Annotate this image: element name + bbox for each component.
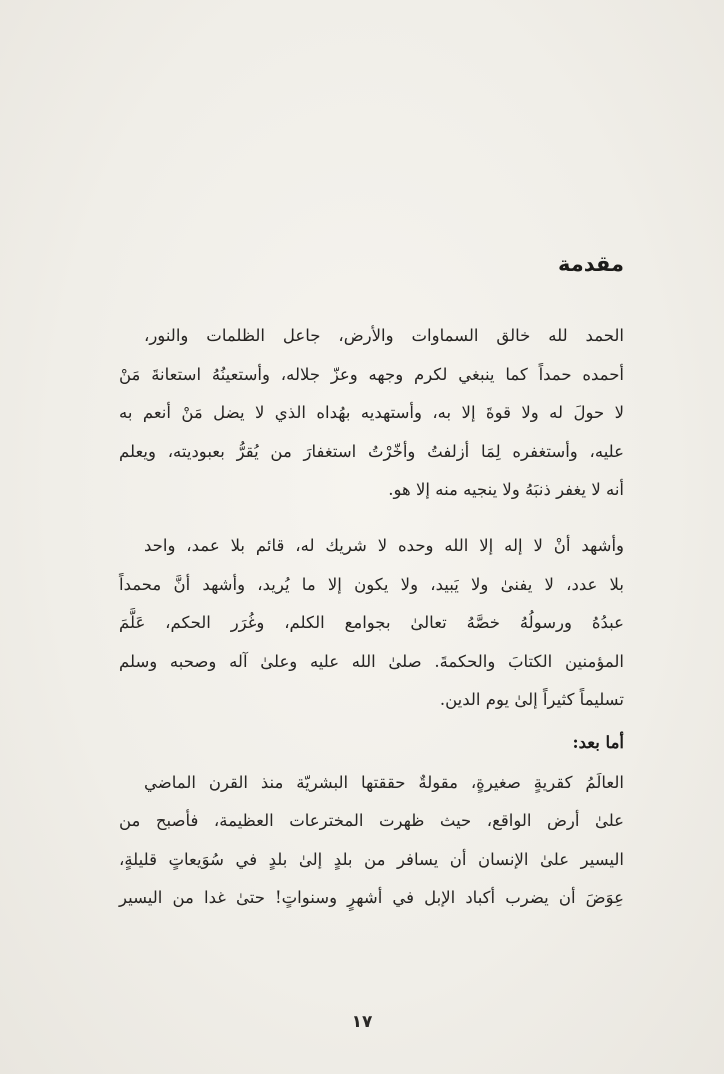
paragraph-2-line-1: وأشهد أنْ لا إله إلا الله وحده لا شريك له، قائم بلا عمد، واحد: [144, 536, 624, 555]
paragraph-2-line-4: المؤمنين الكتابَ والحكمةَ. صلىٰ الله عليه وعلىٰ آله وصحبه وسلم: [119, 652, 624, 671]
paragraph-2-line-3: عبدُهُ ورسولُهُ خصَّهُ تعالىٰ بجوامع الكلم، وغُرَر الحكم، عَلَّمَ: [119, 613, 624, 632]
paragraph-1-line-1: الحمد لله خالق السماوات والأرض، جاعل الظلمات والنور،: [144, 326, 624, 345]
paragraph-3-line-4: عِوَضَ أن يضرب أكباد الإبل في أشهرٍ وسنواتٍ! حتىٰ غدا من اليسير: [119, 888, 624, 907]
page-number: ١٧: [351, 1012, 373, 1032]
paragraph-2-line-2: بلا عدد، لا يفنىٰ ولا يَبيد، ولا يكون إلا ما يُريد، وأشهد أنَّ محمداً: [119, 575, 624, 594]
paragraph-2-line-5: تسليماً كثيراً إلىٰ يوم الدين.: [439, 690, 624, 709]
paragraph-1-line-3: لا حولَ له ولا قوةَ إلا به، وأستهديه بهُداه الذي لا يضل مَنْ أنعم به: [119, 403, 624, 422]
paragraph-1-line-4: عليه، وأستغفره لِمَا أزلفتُ وأخّرْتُ استغفارَ من يُقرُّ بعبوديته، ويعلم: [119, 442, 624, 461]
subheading: أما بعد:: [572, 733, 624, 752]
section-heading: مقدمة: [558, 252, 624, 276]
paragraph-3-line-1: العالَمُ كقريةٍ صغيرةٍ، مقولةٌ حققتها البشريّة منذ القرن الماضي: [144, 773, 624, 792]
paragraph-3-line-3: اليسير علىٰ الإنسان أن يسافر من بلدٍ إلىٰ بلدٍ في سُوَيعاتٍ قليلةٍ،: [119, 850, 624, 869]
paragraph-1-line-2: أحمده حمداً كما ينبغي لكرم وجهه وعزّ جلاله، وأستعينُهُ استعانةَ مَنْ: [119, 365, 624, 384]
paragraph-3-line-2: علىٰ أرض الواقع، حيث ظهرت المخترعات العظيمة، فأصبح من: [119, 811, 624, 830]
paragraph-1-line-5: أنه لا يغفر ذنبَهُ ولا ينجيه منه إلا هو.: [388, 480, 624, 499]
